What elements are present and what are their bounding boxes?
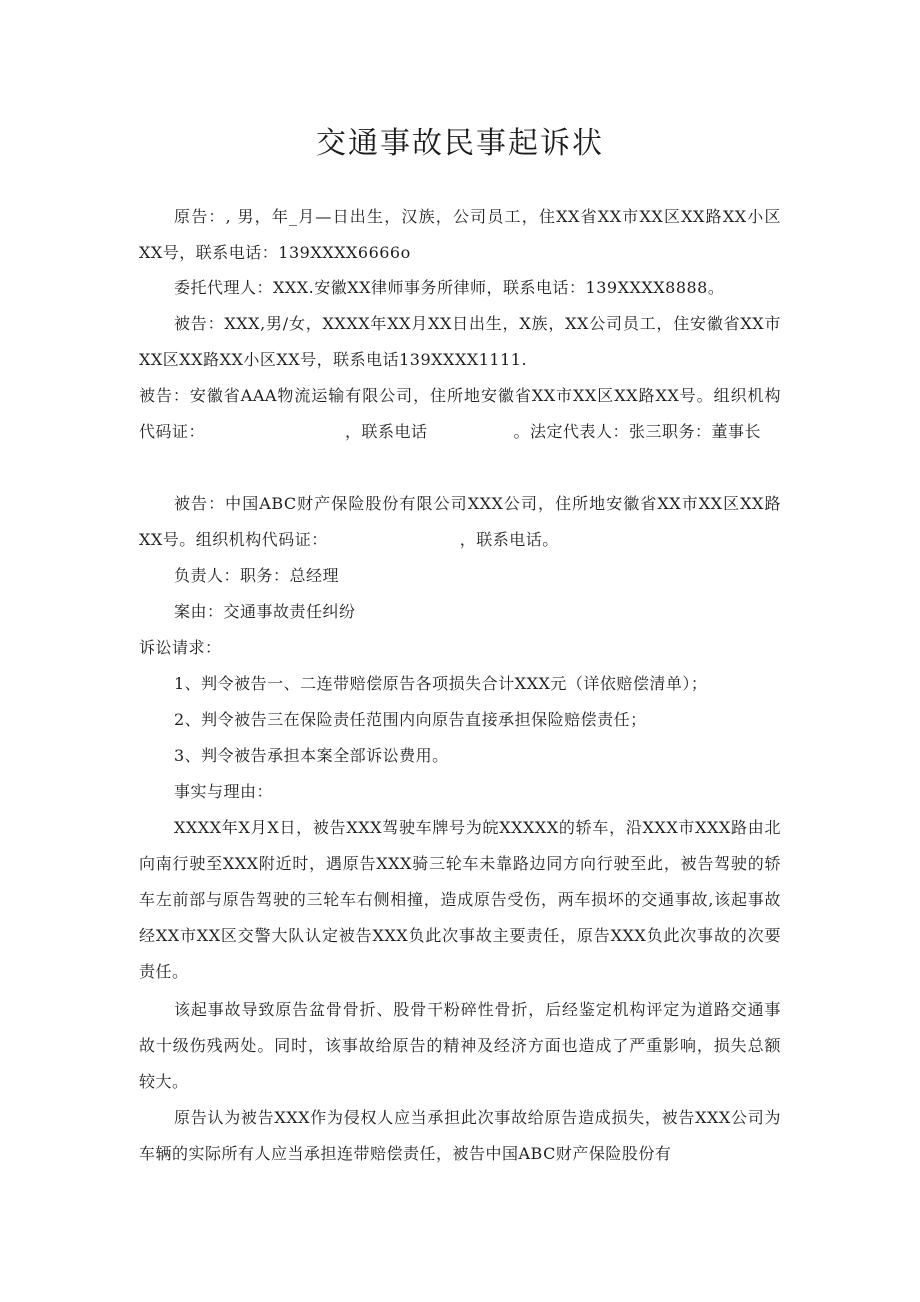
facts-paragraph: XXXX年X月X日，被告XXX驾驶车牌号为皖XXXXX的轿车，沿XXX市XXX路由北向南行驶至XXX附近时，遇原告XXX骑三轮车未靠路边同方向行驶至此，被告驾驶的轿车左前部与原告驾驶的三轮车右侧相撞，造成原告受伤，两车损坏的交通事故,该起事故经XX市XX区交警大队认定被告XXX负此次事故主要责任，原告XXX负此次事故的次要责任。: [139, 818, 781, 981]
claim-item: 2、判令被告三在保险责任范围内向原告直接承担保险赔偿责任；: [174, 710, 647, 729]
defendant-1-paragraph: 被告：XXX,男/女，XXXX年XX月XX日出生，X族，XX公司员工，住安徽省XX市XX区XX路XX小区XX号，联系电话139XXXX1111.: [139, 314, 781, 369]
case-cause-line: 案由：交通事故责任纠纷: [174, 602, 356, 621]
agent-paragraph: 委托代理人：XXX.安徽XX律师事务所律师，联系电话：139XXXX8888。: [174, 278, 725, 297]
facts-paragraph: 该起事故导致原告盆骨骨折、股骨干粉碎性骨折，后经鉴定机构评定为道路交通事故十级伤残两处。同时，该事故给原告的精神及经济方面也造成了严重影响，损失总额较大。: [139, 1000, 781, 1091]
defendant-3-paragraph: [139, 486, 781, 558]
defendant-2-paragraph: [139, 378, 781, 450]
claim-item: 3、判令被告承担本案全部诉讼费用。: [174, 746, 449, 765]
defendant-2-text-b: ，联系电话: [345, 422, 428, 441]
defendant-3-text-a: 被告：中国ABC财产保险股份有限公司XXX公司，住所地安徽省XX市XX区XX路XX号。组织机构代码证：: [139, 494, 781, 549]
claim-item: 1、判令被告一、二连带赔偿原告各项损失合计XXX元（详依赔偿清单）；: [174, 674, 708, 693]
responsible-line: 负责人：职务：总经理: [174, 566, 340, 585]
plaintiff-paragraph: 原告：, 男，年_月—日出生，汉族，公司员工，住XX省XX市XX区XX路XX小区XX号，联系电话：139XXXX6666o: [139, 207, 781, 262]
defendant-2-text-a: 被告：安徽省AAA物流运输有限公司，住所地安徽省XX市XX区XX路XX号。组织机构代码证：: [139, 386, 781, 441]
document-title: 交通事故民事起诉状: [316, 126, 604, 161]
facts-heading: 事实与理由：: [174, 782, 274, 801]
defendant-2-text-c: 。法定代表人：张三职务：董事长: [513, 422, 762, 441]
facts-paragraph: 原告认为被告XXX作为侵权人应当承担此次事故给原告造成损失，被告XXX公司为车辆的实际所有人应当承担连带赔偿责任，被告中国ABC财产保险股份有: [139, 1108, 781, 1163]
defendant-3-text-b: ，联系电话。: [459, 530, 559, 549]
claims-heading: 诉讼请求：: [139, 638, 222, 657]
